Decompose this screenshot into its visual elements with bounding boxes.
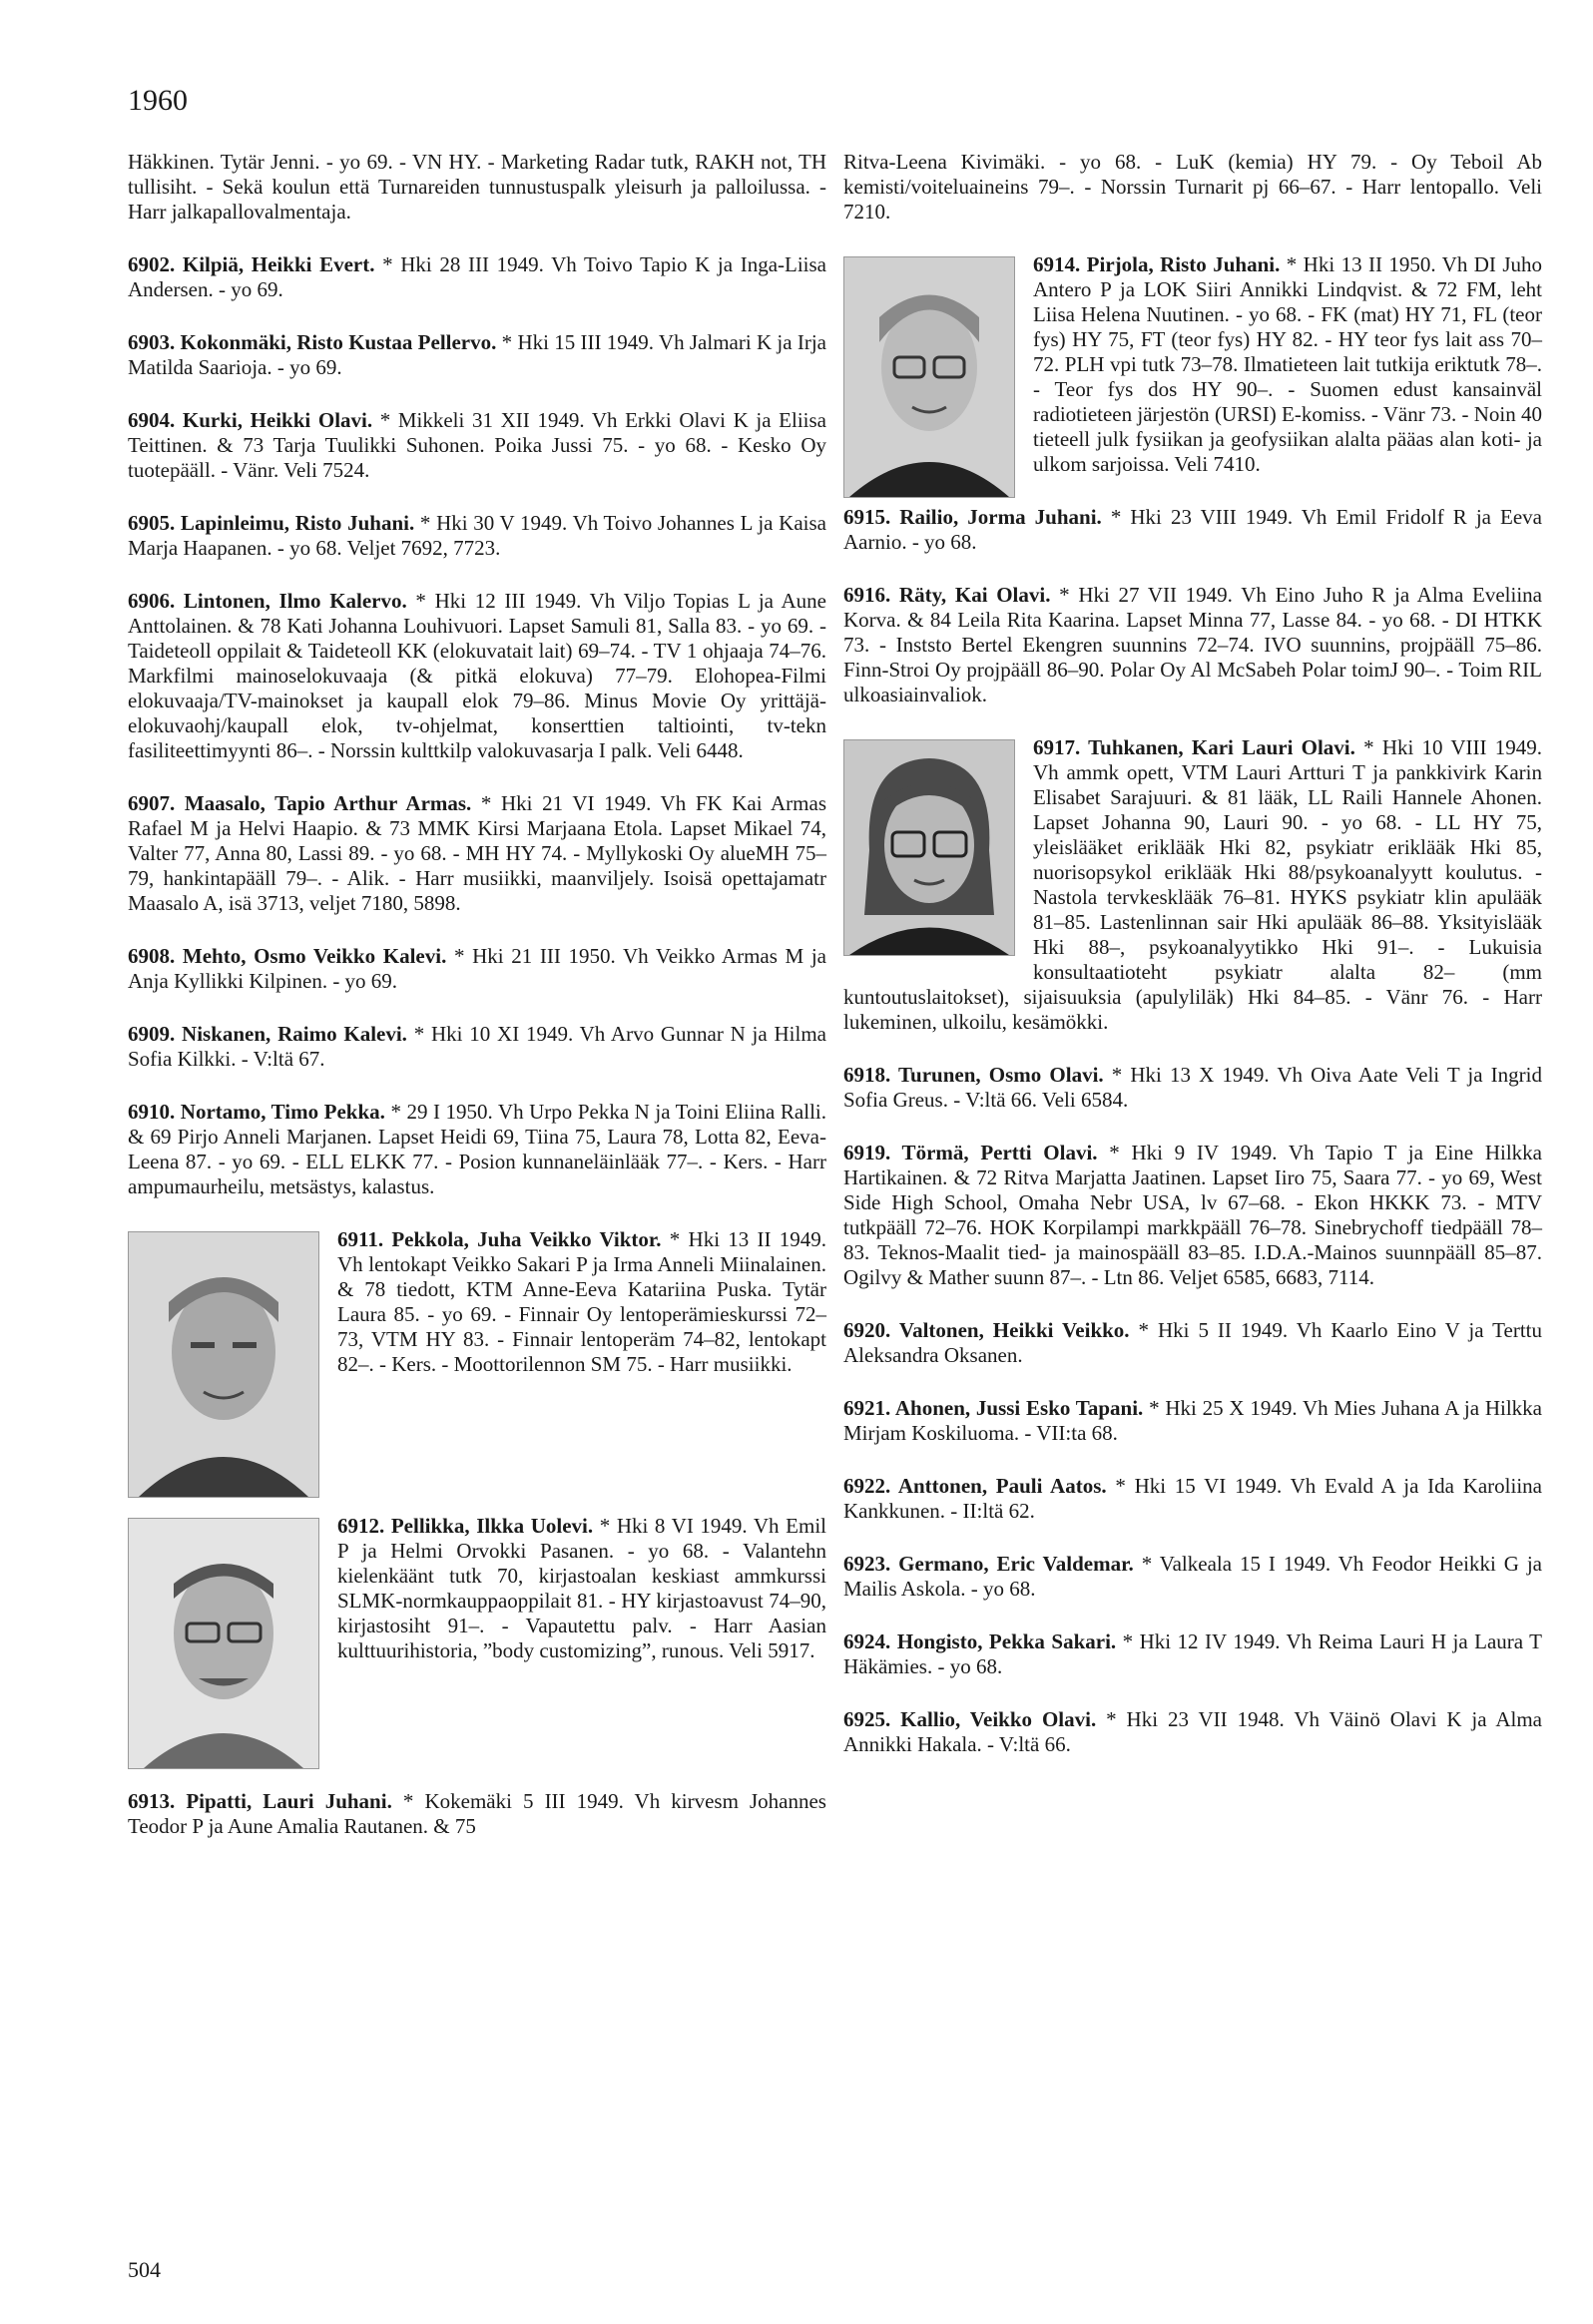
- entry-body: * 29 I 1950. Vh Urpo Pekka N ja Toini Eliina Ralli. & 69 Pirjo Anneli Marjanen. Lapset Heidi 69, Tiina 75, Laura 78, Lotta 82, Eeva-Leena 87. - yo 69. - ELL ELKK 77. - Posion kunnaneläinlääk 77–. - Kers. - Harr ampumaurheilu, metsästys, kalastus.: [128, 1100, 826, 1198]
- entry-6918: [843, 1063, 1542, 1113]
- entry-6903: [128, 330, 826, 380]
- portrait-icon: [844, 740, 1014, 955]
- entry-heading: 6909. Niskanen, Raimo Kalevi.: [128, 1022, 407, 1046]
- entry-body: * Hki 28 III 1949. Vh Toivo Tapio K ja Inga-Liisa Andersen. - yo 69.: [128, 252, 826, 301]
- entry-body: * Hki 21 III 1950. Vh Veikko Armas M ja Anja Kyllikki Kilpinen. - yo 69.: [128, 944, 826, 993]
- entry-6923: [843, 1552, 1542, 1602]
- entry-body: * Hki 23 VII 1948. Vh Väinö Olavi K ja Alma Annikki Hakala. - V:ltä 66.: [843, 1707, 1542, 1756]
- entry-heading: 6925. Kallio, Veikko Olavi.: [843, 1707, 1097, 1731]
- entry-body: * Hki 13 II 1950. Vh DI Juho Antero P ja LOK Siiri Annikki Lindqvist. & 72 FM, leht Liisa Helena Nuutinen. - yo 68. - FK (mat) HY 71, FL (teor fys) HY 75, FT (teor fys) HY 82. - HY teor fys lait ass 70–72. PLH vpi tutk 73–78. Ilmatieteen lait tutkija eriktutk 78–. - Teor fys dos HY 90–. - Suomen edust kansainväl radiotieteen järjestön (URSI) E-komiss. - Vänr 73. - Noin 40 tieteell julk fysiikan ja geofysiikan alalta pääas alan koti- ja ulkom sarjoissa. Veli 7410.: [1033, 252, 1542, 476]
- entry-heading: 6910. Nortamo, Timo Pekka.: [128, 1100, 385, 1124]
- entry-body: * Hki 12 III 1949. Vh Viljo Topias L ja Aune Anttolainen. & 78 Kati Johanna Louhivuori. Lapset Samuli 81, Salla 83. - yo 69. - Taideteoll oppilait & Taideteoll KK (elokuvatait lait) 69–74. - TV 1 ohjaaja 74–76. Markfilmi mainoselokuvaaja (& pitkä elokuva) 77–79. Elohopea-Filmi elokuvaaja/TV-mainokset ja kaupall elok 79–86. Minus Movie Oy yrittäjä-elokuvaohj/kaupall elok, tv-ohjelmat, konserttien taltiointi, tv-tekn fasiliteettimyynti 86–. - Norssin kulttkilp valokuvasarja I palk. Veli 6448.: [128, 589, 826, 762]
- entry-body: * Hki 15 III 1949. Vh Jalmari K ja Irja Matilda Saarioja. - yo 69.: [128, 330, 826, 379]
- portrait-photo: [128, 1231, 319, 1498]
- entry-body: * Hki 12 IV 1949. Vh Reima Lauri H ja Laura T Häkämies. - yo 68.: [843, 1629, 1542, 1678]
- entry-6911: [128, 1227, 826, 1377]
- entry-heading: 6907. Maasalo, Tapio Arthur Armas.: [128, 791, 472, 815]
- entry-6909: [128, 1022, 826, 1072]
- entry-continuation: [843, 150, 1542, 225]
- portrait-icon: [844, 257, 1014, 497]
- entry-body: * Hki 10 XI 1949. Vh Arvo Gunnar N ja Hilma Sofia Kilkki. - V:ltä 67.: [128, 1022, 826, 1071]
- entry-heading: 6912. Pellikka, Ilkka Uolevi.: [337, 1514, 594, 1538]
- entry-heading: 6902. Kilpiä, Heikki Evert.: [128, 252, 375, 276]
- entry-heading: 6921. Ahonen, Jussi Esko Tapani.: [843, 1396, 1144, 1420]
- page-number: 504: [128, 2257, 161, 2282]
- entry-heading: 6905. Lapinleimu, Risto Juhani.: [128, 511, 415, 535]
- entry-6902: [128, 252, 826, 302]
- entry-body: * Hki 10 VIII 1949. Vh ammk opett, VTM Lauri Artturi T ja pankkivirk Karin Elisabet Sarajuuri. & 81 lääk, LL Raili Hannele Ahonen. Lapset Johanna 90, Lauri 90. - yo 68. - LL HY 75, yleislääket eriklääk Hki 82, psykiatr eriklääk Hki 85, nuorisopsykol eriklääk Hki 88/psykoanalyytt koulutus. - Nastola tervkesklääk 76–81. HYKS psykiatr klin apulääk 81–85. Lastenlinnan sair Hki apulääk 86–88. Yksityislääk Hki 88–, psykoanalyytikko Hki 91–. - Lukuisia konsultaatioteht psykiatr alalta 82– (mm kuntoutuslaitokset), sijaisuuksia (apulyliläk) Hki 84–85. - Vänr 76. - Harr lukeminen, ulkoilu, kesämökki.: [843, 735, 1542, 1034]
- portrait-photo: [843, 256, 1015, 498]
- entry-body: * Hki 9 IV 1949. Vh Tapio T ja Eine Hilkka Hartikainen. & 72 Ritva Marjatta Jaatinen. Lapset Iiro 75, Saara 77. - yo 69, West Side High School, Omaha Nebr USA, lv 67–68. - Ekon HKKK 73. - MTV tutkpääll 72–76. HOK Korpilampi markkpääll 76–78. Sinebrychoff tiedpääll 78–83. Teknos-Maalit tied- ja mainospääll 83–85. I.D.A.-Mainos suunnpääll 85–87. Ogilvy & Mather suunn 87–. - Ltn 86. Veljet 6585, 6683, 7114.: [843, 1141, 1542, 1289]
- entry-6914: [843, 252, 1542, 477]
- entry-body: * Hki 13 II 1949. Vh lentokapt Veikko Sakari P ja Irma Anneli Miinalainen. & 78 tiedott, KTM Anne-Eeva Katariina Puska. Tytär Laura 85. - yo 69. - Finnair Oy lentoperämieskurssi 72–73, VTM HY 83. - Finnair lentoperäm 74–82, lentokapt 82–. - Kers. - Moottorilennon SM 75. - Harr musiikki.: [337, 1227, 826, 1376]
- entry-body: * Hki 27 VII 1949. Vh Eino Juho R ja Alma Eveliina Korva. & 84 Leila Rita Kaarina. Lapset Minna 77, Lasse 84. - yo 68. - DI HTKK 73. - Inststo Bertel Ekengren suunnins 72–74. IVO suunnins, projpääll 75–86. Finn-Stroi Oy projpääll 86–90. Polar Oy Al McSabeh Polar toimJ 90–. - Toim RIL ulkoasiainvaliok.: [843, 583, 1542, 706]
- entry-6910: [128, 1100, 826, 1199]
- entry-heading: 6920. Valtonen, Heikki Veikko.: [843, 1318, 1130, 1342]
- entry-heading: 6914. Pirjola, Risto Juhani.: [1033, 252, 1281, 276]
- entry-heading: 6913. Pipatti, Lauri Juhani.: [128, 1789, 392, 1813]
- entry-6919: [843, 1141, 1542, 1290]
- portrait-photo: [128, 1518, 319, 1769]
- entry-continuation: [128, 150, 826, 225]
- entry-body: * Mikkeli 31 XII 1949. Vh Erkki Olavi K ja Eliisa Teittinen. & 73 Tarja Tuulikki Suhonen. Poika Jussi 75. - yo 68. - Kesko Oy tuotepääll. - Vänr. Veli 7524.: [128, 408, 826, 482]
- entry-heading: 6908. Mehto, Osmo Veikko Kalevi.: [128, 944, 447, 968]
- entry-body: * Kokemäki 5 III 1949. Vh kirvesm Johannes Teodor P ja Aune Amalia Rautanen. & 75: [128, 1789, 826, 1838]
- portrait-icon: [129, 1519, 318, 1768]
- entry-heading: 6922. Anttonen, Pauli Aatos.: [843, 1474, 1107, 1498]
- entry-heading: 6915. Railio, Jorma Juhani.: [843, 505, 1102, 529]
- entry-heading: 6923. Germano, Eric Valdemar.: [843, 1552, 1134, 1576]
- entry-6925: [843, 1707, 1542, 1757]
- entry-body: * Hki 5 II 1949. Vh Kaarlo Eino V ja Terttu Aleksandra Oksanen.: [843, 1318, 1542, 1367]
- entry-6906: [128, 589, 826, 763]
- entry-body: * Hki 23 VIII 1949. Vh Emil Fridolf R ja Eeva Aarnio. - yo 68.: [843, 505, 1542, 554]
- entry-6913: [128, 1775, 826, 1839]
- entry-6924: [843, 1629, 1542, 1679]
- entry-heading: 6917. Tuhkanen, Kari Lauri Olavi.: [1033, 735, 1355, 759]
- entry-6904: [128, 408, 826, 483]
- right-column: [843, 150, 1542, 1785]
- entry-6917: [843, 735, 1542, 1035]
- entry-6907: [128, 791, 826, 916]
- entry-heading: 6904. Kurki, Heikki Olavi.: [128, 408, 373, 432]
- entry-heading: 6918. Turunen, Osmo Olavi.: [843, 1063, 1104, 1087]
- entry-body: * Valkeala 15 I 1949. Vh Feodor Heikki G ja Mailis Askola. - yo 68.: [843, 1552, 1542, 1601]
- entry-6908: [128, 944, 826, 994]
- entry-heading: 6916. Räty, Kai Olavi.: [843, 583, 1051, 607]
- entry-heading: 6911. Pekkola, Juha Veikko Viktor.: [337, 1227, 662, 1251]
- left-column: [128, 150, 826, 1867]
- portrait-icon: [129, 1232, 318, 1497]
- page-year-header: 1960: [128, 84, 188, 117]
- entry-6905: [128, 511, 826, 561]
- entry-6916: [843, 583, 1542, 707]
- entry-heading: 6924. Hongisto, Pekka Sakari.: [843, 1629, 1117, 1653]
- entry-body: * Hki 25 X 1949. Vh Mies Juhana A ja Hilkka Mirjam Koskiluoma. - VII:ta 68.: [843, 1396, 1542, 1445]
- entry-heading: 6903. Kokonmäki, Risto Kustaa Pellervo.: [128, 330, 497, 354]
- entry-heading: 6919. Törmä, Pertti Olavi.: [843, 1141, 1098, 1164]
- entry-heading: 6906. Lintonen, Ilmo Kalervo.: [128, 589, 407, 613]
- entry-6920: [843, 1318, 1542, 1368]
- entry-body: * Hki 8 VI 1949. Vh Emil P ja Helmi Orvokki Pasanen. - yo 68. - Valantehn kielenkäänt tutk 70, kirjastoalan keskiast ammkurssi SLMK-normkauppaoppilait 81. - HY kirjastoavust 74–90, kirjastosiht 91–. - Vapautettu palv. - Harr Aasian kulttuurihistoria, ”body customizing”, runous. Veli 5917.: [337, 1514, 826, 1662]
- entry-6915: [843, 505, 1542, 555]
- entry-body: Häkkinen. Tytär Jenni. - yo 69. - VN HY. - Marketing Radar tutk, RAKH not, TH tullisiht. - Sekä koulun että Turnareiden tunnustuspalk yleisurh ja palloilussa. - Harr jalkapallovalmentaja.: [128, 150, 826, 224]
- entry-body: * Hki 15 VI 1949. Vh Evald A ja Ida Karoliina Kankkunen. - II:ltä 62.: [843, 1474, 1542, 1523]
- portrait-photo: [843, 739, 1015, 956]
- entry-body: * Hki 30 V 1949. Vh Toivo Johannes L ja Kaisa Marja Haapanen. - yo 68. Veljet 7692, 7723.: [128, 511, 826, 560]
- entry-6922: [843, 1474, 1542, 1524]
- entry-6912: [128, 1504, 826, 1663]
- entry-6921: [843, 1396, 1542, 1446]
- entry-body: * Hki 13 X 1949. Vh Oiva Aate Veli T ja Ingrid Sofia Greus. - V:ltä 66. Veli 6584.: [843, 1063, 1543, 1112]
- entry-body: * Hki 21 VI 1949. Vh FK Kai Armas Rafael M ja Helvi Haapio. & 73 MMK Kirsi Marjaana Etola. Lapset Mikael 74, Valter 77, Anna 80, Lassi 89. - yo 68. - MH HY 74. - Myllykoski Oy alueMH 75–79, hankintapääll 79–. - Alik. - Harr musiikki, maanviljely. Isoisä opettajamatr Maasalo A, isä 3713, veljet 7180, 5898.: [128, 791, 827, 915]
- entry-body: Ritva-Leena Kivimäki. - yo 68. - LuK (kemia) HY 79. - Oy Teboil Ab kemisti/voiteluaineins 79–. - Norssin Turnarit pj 66–67. - Harr lentopallo. Veli 7210.: [843, 150, 1542, 224]
